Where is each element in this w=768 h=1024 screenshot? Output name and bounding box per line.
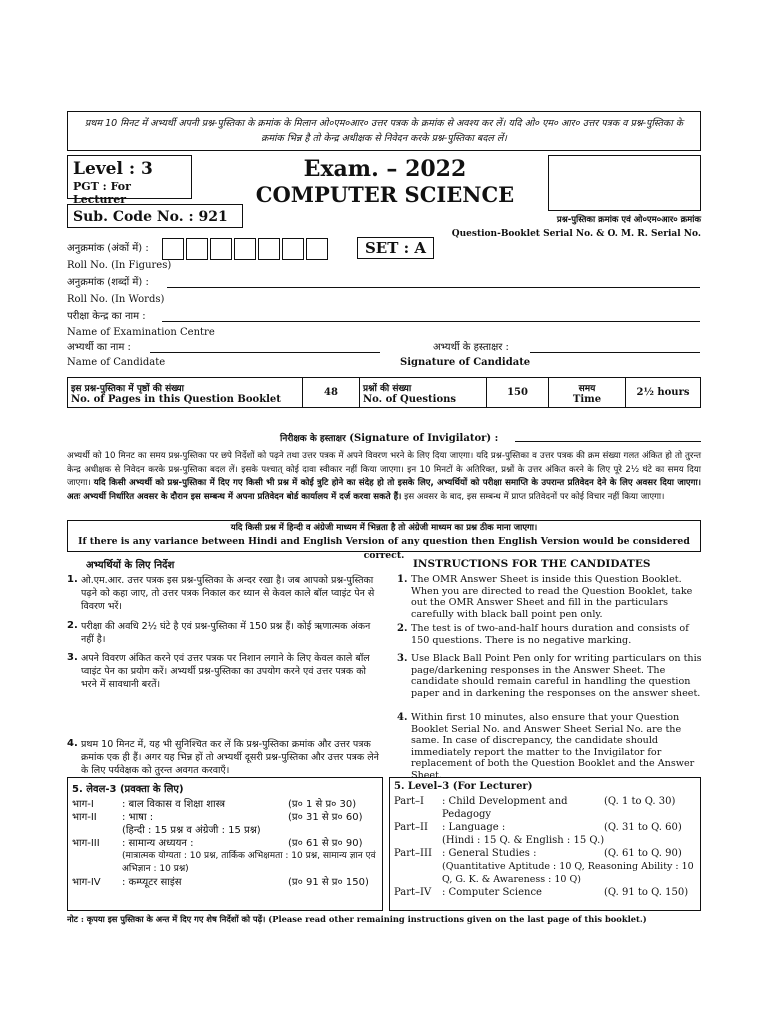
level-label: Level : 3 xyxy=(73,159,153,179)
questions-label-cell xyxy=(360,378,487,408)
signature-field[interactable] xyxy=(530,352,700,353)
level-row xyxy=(72,850,378,876)
level-row xyxy=(394,886,696,899)
pages-label-cell xyxy=(68,378,303,408)
level-row xyxy=(72,837,378,850)
invigilator-row xyxy=(280,431,498,444)
booklet-info-table xyxy=(67,377,701,408)
instruction-hindi-3 xyxy=(67,652,382,691)
signature-label-english: Signature of Candidate xyxy=(400,357,531,368)
part-range: (Q. 91 to Q. 150) xyxy=(604,887,689,898)
part-label xyxy=(394,834,442,847)
variance-text-hindi: यदि किसी प्रश्न में हिन्दी व अंग्रेजी माध्यम में भिन्नता है तो अंग्रेजी माध्यम का प्रश्न ठीक माना जाएगा। xyxy=(230,523,538,533)
centre-field[interactable] xyxy=(162,321,700,322)
part-range: (Q. 1 to Q. 30) xyxy=(604,796,676,807)
instruction-text: The OMR Answer Sheet is inside this Question Booklet. When you are directed to read the Question Booklet, take out the OMR Answer Sheet and fill in the particulars carefully with black ball point pen only. xyxy=(411,574,693,620)
footer-note: नोट : कृपया इस पुस्तिका के अन्त में दिए गए शेष निर्देशों को पढ़ें। (Please read other remaining instructions given on the last page of this booklet.) xyxy=(67,914,647,924)
part-range: (प्र० 91 से प्र० 150) xyxy=(288,877,369,888)
instruction-hindi-4 xyxy=(67,738,382,777)
questions-label-english: No. of Questions xyxy=(363,393,457,405)
instruction-hindi-2 xyxy=(67,620,382,646)
part-range: (Q. 61 to Q. 90) xyxy=(604,848,682,859)
instruction-english-4 xyxy=(397,712,702,781)
hindi-paragraph-bold: यदि किसी अभ्यर्थी को प्रश्न-पुस्तिका में दिए गए किसी भी प्रश्न में कोई त्रुटि होने का संदेह हो तो इसके लिए, अभ्यर्थियों को परीक्षा समाप्ति के उपरान्त प्रतिवेदन देने के लिए अवसर दिया जाएगा। अतः अभ्यर्थी निर्धारित अवसर के दौरान इस सम्बन्ध में अपना प्रतिवेदन बोर्ड कार्यालय में दर्ज करवा सकते हैं। xyxy=(67,478,701,502)
part-label: Part–III xyxy=(394,848,432,859)
part-name: (Quantitative Aptitude : 10 Q, Reasoning Ability : 10 Q, G. K. & Awareness : 10 Q) xyxy=(442,861,694,885)
set-label: SET : A xyxy=(364,239,427,257)
level-table-hindi xyxy=(72,798,378,889)
instruction-number: 4. xyxy=(67,738,78,749)
part-range: (Q. 31 to Q. 60) xyxy=(604,822,682,833)
pages-label-english: No. of Pages in this Question Booklet xyxy=(71,393,281,405)
part-label xyxy=(394,860,442,886)
part-label: Part–I xyxy=(394,796,424,807)
instruction-number: 3. xyxy=(397,653,408,664)
part-range: (प्र० 1 से प्र० 30) xyxy=(288,799,357,810)
level-row xyxy=(394,795,696,821)
level-row xyxy=(72,876,378,889)
roll-figures-boxes[interactable] xyxy=(162,238,330,260)
signature-label-hindi: अभ्यर्थी के हस्ताक्षर : xyxy=(433,342,509,353)
part-name: : कम्प्यूटर साइंस xyxy=(122,877,182,888)
exam-title: Exam. – 2022 xyxy=(303,156,467,182)
hindi-paragraph-text: अभ्यर्थी को 10 मिनट का समय प्रश्न-पुस्तिका पर छपे निर्देशों को पढ़ने तथा उत्तर पत्रक में अपने विवरण भरने के लिए दिया जाएगा। यदि प्रश्न-पुस्तिका व उत्तर पत्रक की क्रम संख्या गलत अंकित हो तो तुरन्त केन्द्र अधीक्षक से निवेदन करके प्रश्न-पुस्तिका बदल लें। इसके पश्चात् कोई दावा स्वीकार नहीं किया जाएगा। इन 10 मिनटों के अतिरिक्त, प्रश्नों के उत्तर अंकित करने के लिए पूरे 2½ घंटे का समय दिया जाएगा। xyxy=(67,451,701,488)
level-row xyxy=(394,860,696,886)
roll-digit-box[interactable] xyxy=(210,238,232,260)
candidate-name-field[interactable] xyxy=(150,352,380,353)
level-section-hindi xyxy=(67,777,383,911)
top-notice-text: प्रथम 10 मिनट में अभ्यर्थी अपनी प्रश्न-पुस्तिका के क्रमांक के मिलान ओ०एम०आर० उत्तर पत्रक के क्रमांक से अवश्य कर लें। यदि ओ० एम० आर० उत्तर पत्रक व प्रश्न-पुस्तिका के क्रमांक भिन्न है तो केन्द्र अधीक्षक से निवेदन करके प्रश्न-पुस्तिका बदल लें। xyxy=(84,118,684,144)
sub-code-label: Sub. Code No. : 921 xyxy=(73,209,228,225)
questions-label-hindi: प्रश्नों की संख्या xyxy=(363,383,412,394)
instructions-english-title: INSTRUCTIONS FOR THE CANDIDATES xyxy=(413,558,651,570)
level-row xyxy=(394,834,696,847)
part-name: : Computer Science xyxy=(442,887,542,898)
part-name: : General Studies : xyxy=(442,848,537,859)
level-section-english-title: 5. Level–3 (For Lecturer) xyxy=(394,781,533,792)
instruction-text: अपने विवरण अंकित करने एवं उत्तर पत्रक पर निशान लगाने के लिए केवल काले बॉल प्वाइंट पेन का प्रयोग करें। अभ्यर्थी प्रश्न-पुस्तिका का उपयोग करने एवं उत्तर पत्रक को भरने में सावधानी बरतें। xyxy=(81,653,370,690)
roll-digit-box[interactable] xyxy=(162,238,184,260)
part-label: भाग-I xyxy=(72,799,94,810)
part-label: Part–IV xyxy=(394,887,432,898)
top-notice-box xyxy=(67,111,701,151)
level-row xyxy=(394,821,696,834)
part-name: : बाल विकास व शिक्षा शास्त्र xyxy=(122,799,226,810)
part-name: (हिन्दी : 15 प्रश्न व अंग्रेजी : 15 प्रश्न) xyxy=(122,825,261,836)
variance-text-english: If there is any variance between Hindi and English Version of any question then English Version would be considered correct. xyxy=(78,536,690,561)
candidate-label-hindi: अभ्यर्थी का नाम : xyxy=(67,342,131,353)
instruction-number: 1. xyxy=(397,574,408,585)
invigilator-label-english: (Signature of Invigilator) : xyxy=(349,433,499,444)
part-name: : भाषा : xyxy=(122,812,154,823)
instruction-english-3 xyxy=(397,653,702,699)
instruction-text: ओ.एम.आर. उत्तर पत्रक इस प्रश्न-पुस्तिका के अन्दर रखा है। जब आपको प्रश्न-पुस्तिका पढ़ने को कहा जाए, तो उत्तर पत्रक निकाल कर ध्यान से केवल काले बॉल प्वाइंट पेन से विवरण भरें। xyxy=(81,575,375,612)
level-row xyxy=(394,847,696,860)
part-name: (मात्रात्मक योग्यता : 10 प्रश्न, तार्किक अभिक्षमता : 10 प्रश्न, सामान्य ज्ञान एवं अभिज्ञान : 10 प्रश्न) xyxy=(122,851,376,874)
part-range: (प्र० 31 से प्र० 60) xyxy=(288,812,363,823)
time-value: 2½ hours xyxy=(626,378,701,408)
roll-digit-box[interactable] xyxy=(186,238,208,260)
instruction-text: प्रथम 10 मिनट में, यह भी सुनिश्चित कर लें कि प्रश्न-पुस्तिका क्रमांक और उत्तर पत्रक क्रमांक एक ही हैं। अगर यह भिन्न हों तो अभ्यर्थी दूसरी प्रश्न-पुस्तिका और उत्तर पत्रक लेने के लिए पर्यवेक्षक को तुरन्त अवगत करवाएँ। xyxy=(81,739,379,776)
roll-figures-label-english: Roll No. (In Figures) xyxy=(67,260,172,271)
instruction-number: 2. xyxy=(67,620,78,631)
hindi-paragraph-end: इस अवसर के बाद, इस सम्बन्ध में प्राप्त प्रतिवेदनों पर कोई विचार नहीं किया जाएगा। xyxy=(404,491,665,502)
set-box xyxy=(357,237,434,259)
level-table-english xyxy=(394,795,696,899)
part-range: (प्र० 61 से प्र० 90) xyxy=(288,838,363,849)
sub-code-box xyxy=(67,204,243,228)
instruction-text: Within first 10 minutes, also ensure that your Question Booklet Serial No. and Answer Sheet Serial No. are the same. In case of discrepancy, the candidate should immediately report the matter to the Invigilator for replacement of both the Question Booklet and the Answer Sheet. xyxy=(411,712,695,781)
instruction-text: परीक्षा की अवधि 2½ घंटे है एवं प्रश्न-पुस्तिका में 150 प्रश्न हैं। कोई ऋणात्मक अंकन नहीं है। xyxy=(81,621,371,645)
level-section-english xyxy=(389,777,701,911)
level-row xyxy=(72,798,378,811)
roll-digit-box[interactable] xyxy=(258,238,280,260)
instruction-number: 1. xyxy=(67,574,78,585)
part-label xyxy=(72,824,122,837)
roll-words-label-hindi: अनुक्रमांक (शब्दों में) : xyxy=(67,277,149,288)
instructions-hindi-title: अभ्यर्थियों के लिए निर्देश xyxy=(86,560,175,571)
instruction-number: 3. xyxy=(67,652,78,663)
roll-words-label-english: Roll No. (In Words) xyxy=(67,294,165,305)
part-label: भाग-III xyxy=(72,838,100,849)
part-label: Part–II xyxy=(394,822,428,833)
serial-label-english: Question-Booklet Serial No. & O. M. R. Serial No. xyxy=(451,229,701,239)
instruction-english-1 xyxy=(397,574,702,620)
serial-label-hindi: प्रश्न-पुस्तिका क्रमांक एवं ओ०एम०आर० क्रमांक xyxy=(556,215,701,225)
roll-digit-box[interactable] xyxy=(282,238,304,260)
time-label-hindi: समय xyxy=(578,383,596,394)
instruction-text: The test is of two-and-half hours duration and consists of 150 questions. There is no negative marking. xyxy=(411,623,689,646)
pages-value: 48 xyxy=(303,378,360,408)
candidate-label-english: Name of Candidate xyxy=(67,357,166,368)
part-name: (Hindi : 15 Q. & English : 15 Q.) xyxy=(442,835,605,846)
part-label: भाग-II xyxy=(72,812,97,823)
part-range xyxy=(288,824,378,837)
centre-label-english: Name of Examination Centre xyxy=(67,327,215,338)
level-box xyxy=(67,155,192,206)
invigilator-label-hindi: निरीक्षक के हस्ताक्षर xyxy=(280,434,346,444)
roll-digit-box[interactable] xyxy=(306,238,328,260)
instruction-number: 2. xyxy=(397,623,408,634)
hindi-paragraph xyxy=(67,450,701,504)
time-label-cell xyxy=(549,378,626,408)
part-name: : सामान्य अध्ययन : xyxy=(122,838,194,849)
part-label: भाग-IV xyxy=(72,877,101,888)
time-label-english: Time xyxy=(572,393,602,405)
questions-value: 150 xyxy=(487,378,549,408)
level-section-hindi-title: 5. लेवल-3 (प्रवक्ता के लिए) xyxy=(72,784,184,795)
level-row xyxy=(72,824,378,837)
instruction-text: Use Black Ball Point Pen only for writing particulars on this page/darkening responses in the Answer Sheet. The candidate should remain careful in handling the question paper and in darkening the responses on the answer sheet. xyxy=(411,653,702,699)
level-row xyxy=(72,811,378,824)
subject-title: COMPUTER SCIENCE xyxy=(255,182,515,207)
invigilator-signature-field[interactable] xyxy=(515,441,701,442)
serial-number-box xyxy=(548,155,701,211)
pages-label-hindi: इस प्रश्न-पुस्तिका में पृष्ठों की संख्या xyxy=(71,383,184,394)
instruction-hindi-1 xyxy=(67,574,382,613)
centre-label-hindi: परीक्षा केन्द्र का नाम : xyxy=(67,311,146,322)
instruction-english-2 xyxy=(397,623,702,646)
roll-words-field[interactable] xyxy=(167,287,700,288)
part-name: : Child Development and Pedagogy xyxy=(442,796,568,820)
part-name: : Language : xyxy=(442,822,506,833)
instruction-number: 4. xyxy=(397,712,408,723)
roll-digit-box[interactable] xyxy=(234,238,256,260)
variance-box xyxy=(67,520,701,561)
level-sub-label: PGT : For Lecturer xyxy=(73,180,131,206)
roll-figures-label-hindi: अनुक्रमांक (अंकों में) : xyxy=(67,243,149,254)
part-label xyxy=(72,850,122,876)
